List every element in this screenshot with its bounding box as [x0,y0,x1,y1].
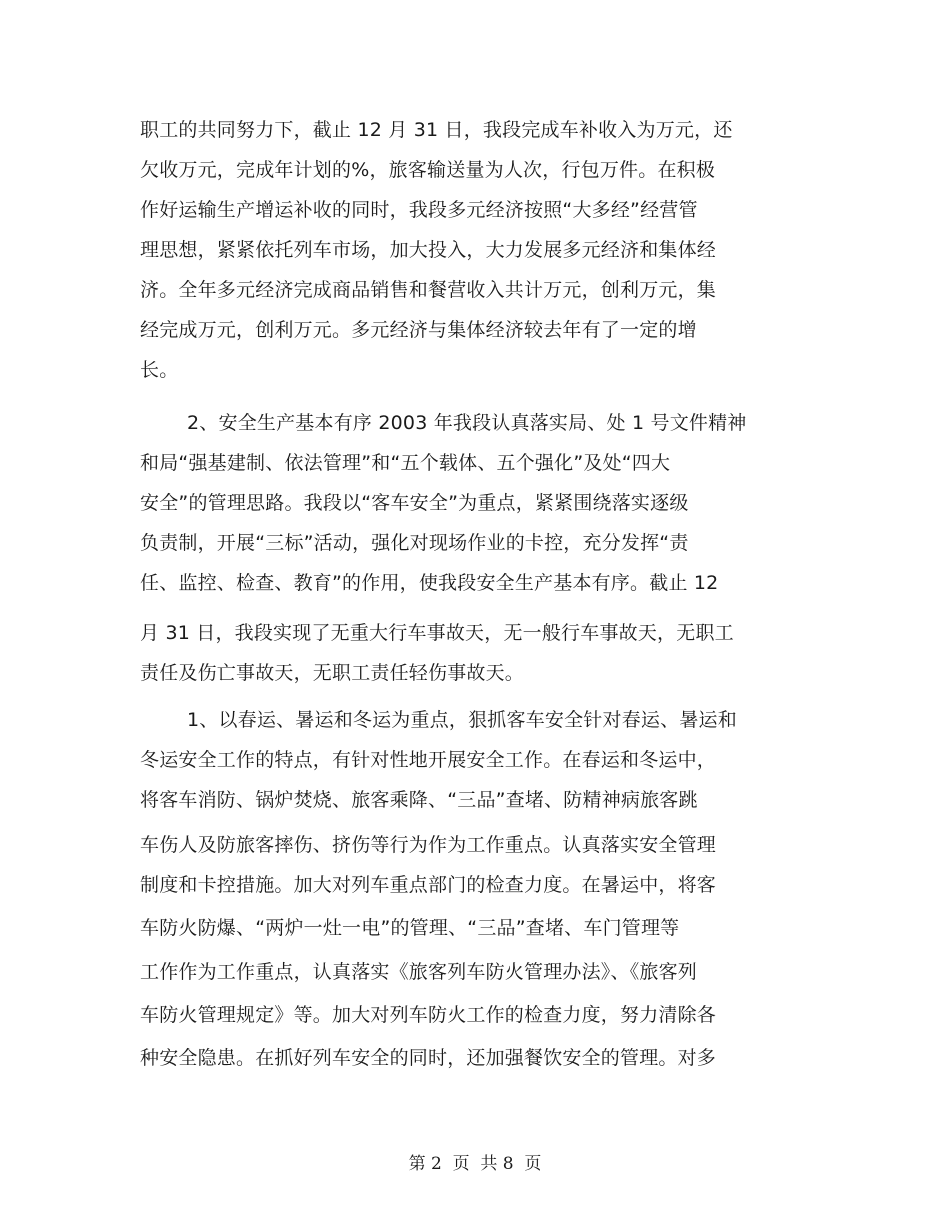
text-line: 责任及伤亡事故天，无职工责任轻伤事故天。 [140,662,525,684]
text-line: 2、安全生产基本有序 2003 年我段认真落实局、处 1 号文件精神 [187,412,747,434]
text-line: 长。 [140,359,179,381]
text-line: 经完成万元，创利万元。多元经济与集体经济较去年有了一定的增 [140,319,697,341]
text-line: 冬运安全工作的特点，有针对性地开展安全工作。在春运和冬运中， [140,749,717,771]
text-line: 种安全隐患。在抓好列车安全的同时，还加强餐饮安全的管理。对多 [140,1047,717,1069]
text-line: 1、以春运、暑运和冬运为重点，狠抓客车安全针对春运、暑运和 [187,709,737,731]
text-line: 任、监控、检查、教育”的作用，使我段安全生产基本有序。截止 12 [140,572,719,594]
text-line: 欠收万元，完成年计划的%，旅客输送量为人次，行包万件。在积极 [140,159,716,181]
text-line: 安全”的管理思路。我段以“客车安全”为重点，紧紧围绕落实逐级 [140,492,689,514]
text-line: 职工的共同努力下，截止 12 月 31 日，我段完成车补收入为万元，还 [140,119,733,141]
text-line: 车防火防爆、“两炉一灶一电”的管理、“三品”查堵、车门管理等 [140,917,680,939]
page-number-footer: 第 2 页 共 8 页 [408,1154,542,1174]
text-line: 将客车消防、锅炉焚烧、旅客乘降、“三品”查堵、防精神病旅客跳 [140,789,698,811]
text-line: 理思想，紧紧依托列车市场，加大投入，大力发展多元经济和集体经 [140,239,717,261]
text-line: 济。全年多元经济完成商品销售和餐营收入共计万元，创利万元，集 [140,279,717,301]
text-line: 和局“强基建制、依法管理”和“五个载体、五个强化”及处“四大 [140,452,671,474]
text-line: 作好运输生产增运补收的同时，我段多元经济按照“大多经”经营管 [140,199,698,221]
text-line: 负责制，开展“三标”活动，强化对现场作业的卡控，充分发挥“责 [140,532,689,554]
text-line: 制度和卡控措施。加大对列车重点部门的检查力度。在暑运中，将客 [140,874,717,896]
text-line: 车防火管理规定》等。加大对列车防火工作的检查力度，努力清除各 [140,1004,717,1026]
text-line: 车伤人及防旅客摔伤、挤伤等行为作为工作重点。认真落实安全管理 [140,834,717,856]
text-line: 月 31 日，我段实现了无重大行车事故天，无一般行车事故天，无职工 [140,622,734,644]
text-line: 工作作为工作重点，认真落实《旅客列车防火管理办法》、《旅客列 [140,961,698,983]
